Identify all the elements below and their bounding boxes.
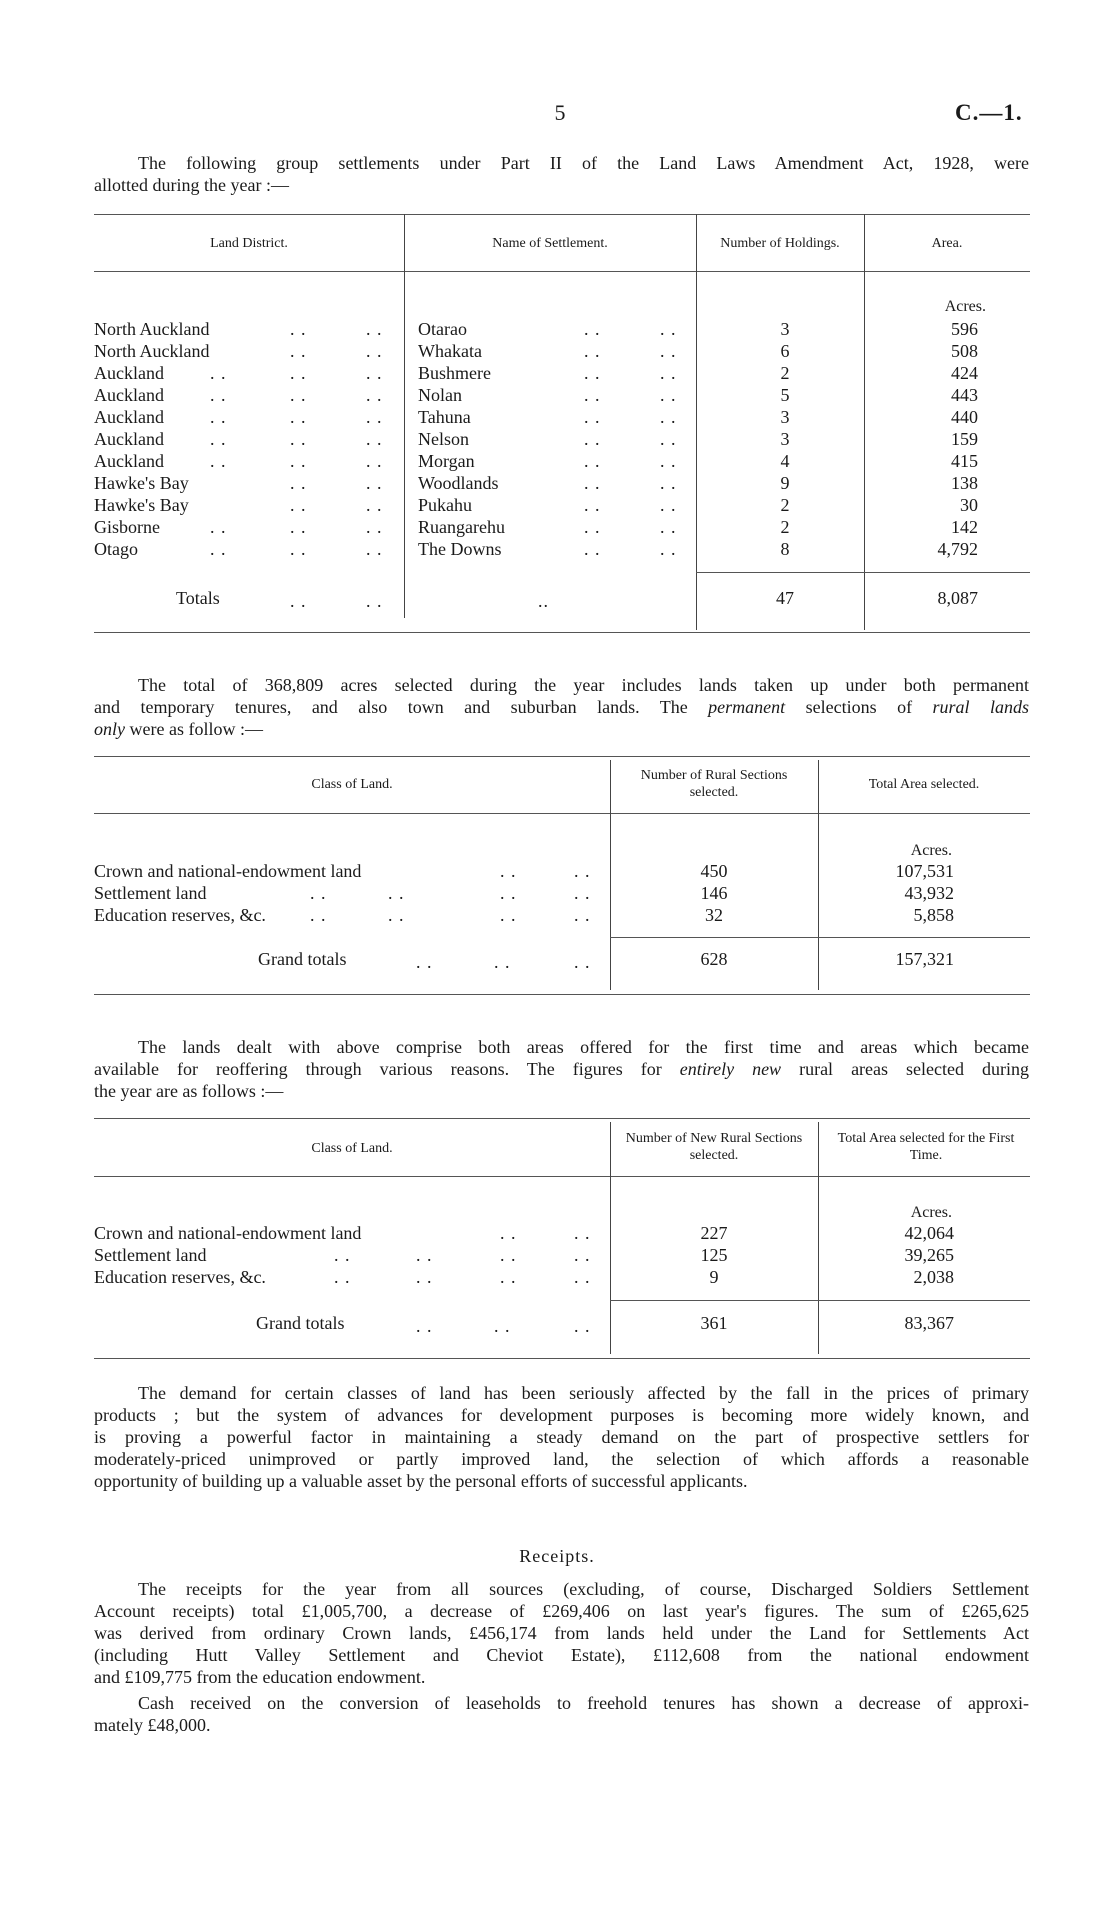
leader-dots: . . (416, 1316, 433, 1336)
holdings-count: 6 (780, 341, 790, 361)
leader-dots: . . (210, 407, 227, 427)
table-1-divider (696, 214, 697, 630)
holdings-count: 2 (780, 363, 790, 383)
grand-totals-label: Grand totals (256, 1313, 345, 1333)
settlement-name: Whakata (418, 341, 482, 361)
intro-paragraph-3 (94, 1036, 1029, 1102)
area-value: 138 (951, 473, 978, 493)
settlement-name: Pukahu (418, 495, 472, 515)
leader-dots: . . (210, 517, 227, 537)
column-header-rural-sections: Number of Rural Sections selected. (640, 768, 788, 800)
receipts-line-5: and £109,775 from the education endowment. (94, 1667, 426, 1687)
receipts-paragraph-1 (94, 1578, 1029, 1688)
holdings-count: 8 (780, 539, 790, 559)
intro-3-text: available for reoffering through various reasons. The figures for (94, 1059, 662, 1079)
sections-count: 9 (709, 1267, 719, 1287)
receipts-paragraph-2 (94, 1692, 1029, 1736)
sections-count: 125 (700, 1245, 728, 1265)
area-value: 4,792 (937, 539, 978, 559)
table-1-total-rule (696, 572, 1030, 573)
leader-dots: . . (290, 407, 307, 427)
conversion-line-2: mately £48,000. (94, 1715, 211, 1735)
area-value: 508 (951, 341, 978, 361)
holdings-count: 2 (780, 517, 790, 537)
land-district: North Auckland (94, 341, 210, 361)
sections-total: 628 (700, 949, 728, 969)
leader-dots: . . (584, 385, 601, 405)
leader-dots: . . (210, 363, 227, 383)
land-class: Education reserves, &c. (94, 1267, 266, 1287)
demand-line-3: is proving a powerful factor in maintaining a steady demand on the part of prospective settlers for (94, 1427, 1029, 1447)
leader-dots: . . (334, 1245, 351, 1265)
land-district: Otago (94, 539, 138, 559)
land-district: Auckland (94, 429, 164, 449)
area-unit-label: Acres. (910, 842, 952, 859)
leader-dots: . . (366, 473, 383, 493)
settlement-name: Otarao (418, 319, 467, 339)
leader-dots: . . (366, 451, 383, 471)
column-header-total-area: Total Area selected. (868, 777, 980, 792)
leader-dots: . . (584, 517, 601, 537)
leader-dots: . . (584, 319, 601, 339)
land-district: Gisborne (94, 517, 160, 537)
leader-dots: . . (660, 319, 677, 339)
leader-dots: . . (574, 883, 591, 903)
leader-dots: . . (500, 1223, 517, 1243)
leader-dots: . . (210, 451, 227, 471)
land-class: Settlement land (94, 1245, 207, 1265)
receipts-heading: Receipts. (519, 1546, 595, 1566)
column-header-land-district: Land District. (210, 236, 288, 251)
land-class: Crown and national-endowment land (94, 861, 362, 881)
receipts-line-2: Account receipts) total £1,005,700, a decrease of £269,406 on last year's figures. The sum of £265,625 (94, 1601, 1029, 1621)
leader-dots: . . (500, 861, 517, 881)
area-value: 30 (960, 495, 978, 515)
leader-dots: . . (366, 341, 383, 361)
leader-dots: . . (366, 407, 383, 427)
land-class: Settlement land (94, 883, 207, 903)
leader-dots: . . (366, 319, 383, 339)
settlement-name: Ruangarehu (418, 517, 505, 537)
demand-line-1: The demand for certain classes of land has been seriously affected by the fall in the prices of primary (138, 1383, 1029, 1403)
area-value: 43,932 (904, 883, 954, 903)
settlement-name: The Downs (418, 539, 502, 559)
conversion-line-1: Cash received on the conversion of leaseholds to freehold tenures has shown a decrease of approxi- (138, 1693, 1029, 1713)
intro-2-text: selections of (805, 697, 913, 717)
area-value: 440 (951, 407, 978, 427)
receipts-line-3: was derived from ordinary Crown lands, £456,174 from lands held under the Land for Settlements Act (94, 1623, 1029, 1643)
intro-3-line-1: The lands dealt with above comprise both areas offered for the first time and areas which became (138, 1037, 1029, 1057)
demand-line-2: products ; but the system of advances for development purposes is becoming more widely known, and (94, 1405, 1029, 1425)
intro-2-text: and temporary tenures, and also town and suburban lands. The (94, 697, 688, 717)
leader-dots: . . (660, 473, 677, 493)
leader-dots: . . (290, 341, 307, 361)
leader-dots: . . (290, 495, 307, 515)
table-2-top-rule (94, 756, 1030, 757)
leader-dots: . . (290, 429, 307, 449)
leader-dots: . . (366, 517, 383, 537)
table-3-divider (610, 1122, 611, 1354)
column-header-new-rural-sections: Number of New Rural Sections selected. (625, 1131, 803, 1163)
holdings-count: 5 (780, 385, 790, 405)
settlement-name: Tahuna (418, 407, 471, 427)
land-district: Hawke's Bay (94, 473, 189, 493)
intro-1-line-1: The following group settlements under Part II of the Land Laws Amendment Act, 1928, were (138, 153, 1029, 173)
land-district: Auckland (94, 407, 164, 427)
leader-dots: . . (574, 952, 591, 972)
leader-dots: . . (210, 429, 227, 449)
receipts-line-4: (including Hutt Valley Settlement and Cheviot Estate), £112,608 from the national endowment (94, 1645, 1029, 1665)
table-2-divider (610, 760, 611, 990)
leader-dots: . . (500, 883, 517, 903)
land-district: North Auckland (94, 319, 210, 339)
table-3-total-rule (610, 1300, 1030, 1301)
table-2-bottom-rule (94, 994, 1030, 995)
table-1-bottom-rule (94, 632, 1030, 633)
area-value: 2,038 (913, 1267, 954, 1287)
leader-dots: . . (660, 517, 677, 537)
leader-dots: . . (584, 495, 601, 515)
leader-dots: . . (366, 539, 383, 559)
intro-1-line-2: allotted during the year :— (94, 175, 289, 195)
table-1-divider (404, 214, 405, 618)
area-total: 83,367 (904, 1313, 954, 1333)
leader-dots: . . (584, 407, 601, 427)
intro-2-line-1: The total of 368,809 acres selected during the year includes lands taken up under both permanent (138, 675, 1029, 695)
grand-totals-label: Grand totals (258, 949, 347, 969)
table-2-header-rule (94, 813, 1030, 814)
land-district: Auckland (94, 451, 164, 471)
leader-dots: . . (500, 1267, 517, 1287)
sections-total: 361 (700, 1313, 728, 1333)
land-district: Auckland (94, 385, 164, 405)
area-value: 596 (951, 319, 978, 339)
settlement-name: Nelson (418, 429, 469, 449)
leader-dots: . . (584, 539, 601, 559)
intro-3-text: rural areas selected during (799, 1059, 1030, 1079)
column-header-area: Area. (931, 236, 963, 251)
table-3-header-rule (94, 1176, 1030, 1177)
leader-dots: . . (660, 341, 677, 361)
holdings-count: 3 (780, 429, 790, 449)
settlement-name: Bushmere (418, 363, 491, 383)
area-value: 443 (951, 385, 978, 405)
leader-dots: . . (366, 429, 383, 449)
area-value: 424 (951, 363, 978, 383)
table-1-header-rule (94, 271, 1030, 272)
receipts-line-1: The receipts for the year from all sources (excluding, of course, Discharged Soldiers Settlement (138, 1579, 1029, 1599)
leader-dots: . . (290, 451, 307, 471)
demand-paragraph (94, 1382, 1029, 1492)
column-header-holdings: Number of Holdings. (720, 236, 840, 251)
holdings-count: 4 (780, 451, 790, 471)
emphasis-only: only (94, 719, 125, 739)
leader-dots: . . (574, 1223, 591, 1243)
leader-dots: . . (290, 385, 307, 405)
leader-dots: . . (584, 473, 601, 493)
document-reference: C.—1. (955, 100, 1023, 125)
leader-dots: . . (660, 429, 677, 449)
leader-dots: . . (290, 591, 307, 611)
leader-dots: . . (290, 539, 307, 559)
leader-dots: . . (310, 905, 327, 925)
settlement-name: Woodlands (418, 473, 499, 493)
leader-dots: . . (366, 363, 383, 383)
area-value: 5,858 (913, 905, 954, 925)
leader-dots: . . (416, 1245, 433, 1265)
intro-paragraph-2 (94, 674, 1029, 740)
area-value: 415 (951, 451, 978, 471)
demand-line-5: opportunity of building up a valuable asset by the personal efforts of successful applicants. (94, 1471, 748, 1491)
leader-dots: . . (290, 517, 307, 537)
land-district: Hawke's Bay (94, 495, 189, 515)
emphasis-permanent: permanent (708, 697, 786, 717)
table-2-total-rule (610, 937, 1030, 938)
holdings-total: 47 (776, 588, 794, 608)
leader-dots: . . (334, 1267, 351, 1287)
totals-label: Totals (176, 588, 220, 608)
leader-dots: . . (584, 363, 601, 383)
area-total: 8,087 (937, 588, 978, 608)
leader-dots: . . (660, 539, 677, 559)
land-district: Auckland (94, 363, 164, 383)
leader-dots: . . (574, 1245, 591, 1265)
column-header-settlement: Name of Settlement. (492, 236, 608, 251)
emphasis-entirely-new: entirely new (679, 1059, 782, 1079)
leader-dots: . . (290, 473, 307, 493)
leader-dots: . . (290, 363, 307, 383)
leader-dots: . . (500, 1245, 517, 1265)
area-value: 42,064 (904, 1223, 954, 1243)
holdings-count: 9 (780, 473, 790, 493)
holdings-count: 3 (780, 319, 790, 339)
leader-dots: .. (538, 591, 549, 611)
area-value: 107,531 (895, 861, 954, 881)
holdings-count: 2 (780, 495, 790, 515)
column-header-class-of-land: Class of Land. (311, 1141, 393, 1156)
leader-dots: . . (660, 407, 677, 427)
table-3-bottom-rule (94, 1358, 1030, 1359)
column-header-first-time-area: Total Area selected for the First Time. (837, 1131, 1015, 1163)
intro-paragraph-1 (94, 152, 1029, 196)
leader-dots: . . (584, 429, 601, 449)
leader-dots: . . (574, 861, 591, 881)
leader-dots: . . (660, 451, 677, 471)
leader-dots: . . (660, 363, 677, 383)
leader-dots: . . (388, 905, 405, 925)
leader-dots: . . (500, 905, 517, 925)
leader-dots: . . (366, 495, 383, 515)
area-total: 157,321 (895, 949, 954, 969)
area-value: 39,265 (904, 1245, 954, 1265)
area-unit-label: Acres. (944, 298, 986, 315)
sections-count: 146 (700, 883, 728, 903)
page-number: 5 (554, 100, 566, 125)
leader-dots: . . (388, 883, 405, 903)
leader-dots: . . (290, 319, 307, 339)
leader-dots: . . (494, 952, 511, 972)
column-header-class-of-land: Class of Land. (311, 777, 393, 792)
leader-dots: . . (416, 1267, 433, 1287)
settlement-name: Nolan (418, 385, 462, 405)
area-unit-label: Acres. (910, 1204, 952, 1221)
demand-line-4: moderately-priced unimproved or partly improved land, the selection of which affords a reasonable (94, 1449, 1029, 1469)
sections-count: 32 (705, 905, 723, 925)
leader-dots: . . (310, 883, 327, 903)
holdings-count: 3 (780, 407, 790, 427)
settlement-name: Morgan (418, 451, 475, 471)
sections-count: 227 (700, 1223, 728, 1243)
table-3-top-rule (94, 1118, 1030, 1119)
leader-dots: . . (574, 1267, 591, 1287)
leader-dots: . . (584, 341, 601, 361)
leader-dots: . . (210, 385, 227, 405)
table-1-top-rule (94, 214, 1030, 215)
leader-dots: . . (366, 591, 383, 611)
area-value: 159 (951, 429, 978, 449)
leader-dots: . . (574, 905, 591, 925)
leader-dots: . . (210, 539, 227, 559)
leader-dots: . . (660, 495, 677, 515)
leader-dots: . . (660, 385, 677, 405)
land-class: Crown and national-endowment land (94, 1223, 362, 1243)
leader-dots: . . (574, 1316, 591, 1336)
emphasis-rural-lands: rural lands (932, 697, 1030, 717)
leader-dots: . . (584, 451, 601, 471)
leader-dots: . . (416, 952, 433, 972)
leader-dots: . . (494, 1316, 511, 1336)
leader-dots: . . (366, 385, 383, 405)
sections-count: 450 (700, 861, 728, 881)
land-class: Education reserves, &c. (94, 905, 266, 925)
area-value: 142 (951, 517, 978, 537)
intro-2-text: were as follow :— (129, 719, 263, 739)
intro-3-line-3: the year are as follows :— (94, 1081, 284, 1101)
